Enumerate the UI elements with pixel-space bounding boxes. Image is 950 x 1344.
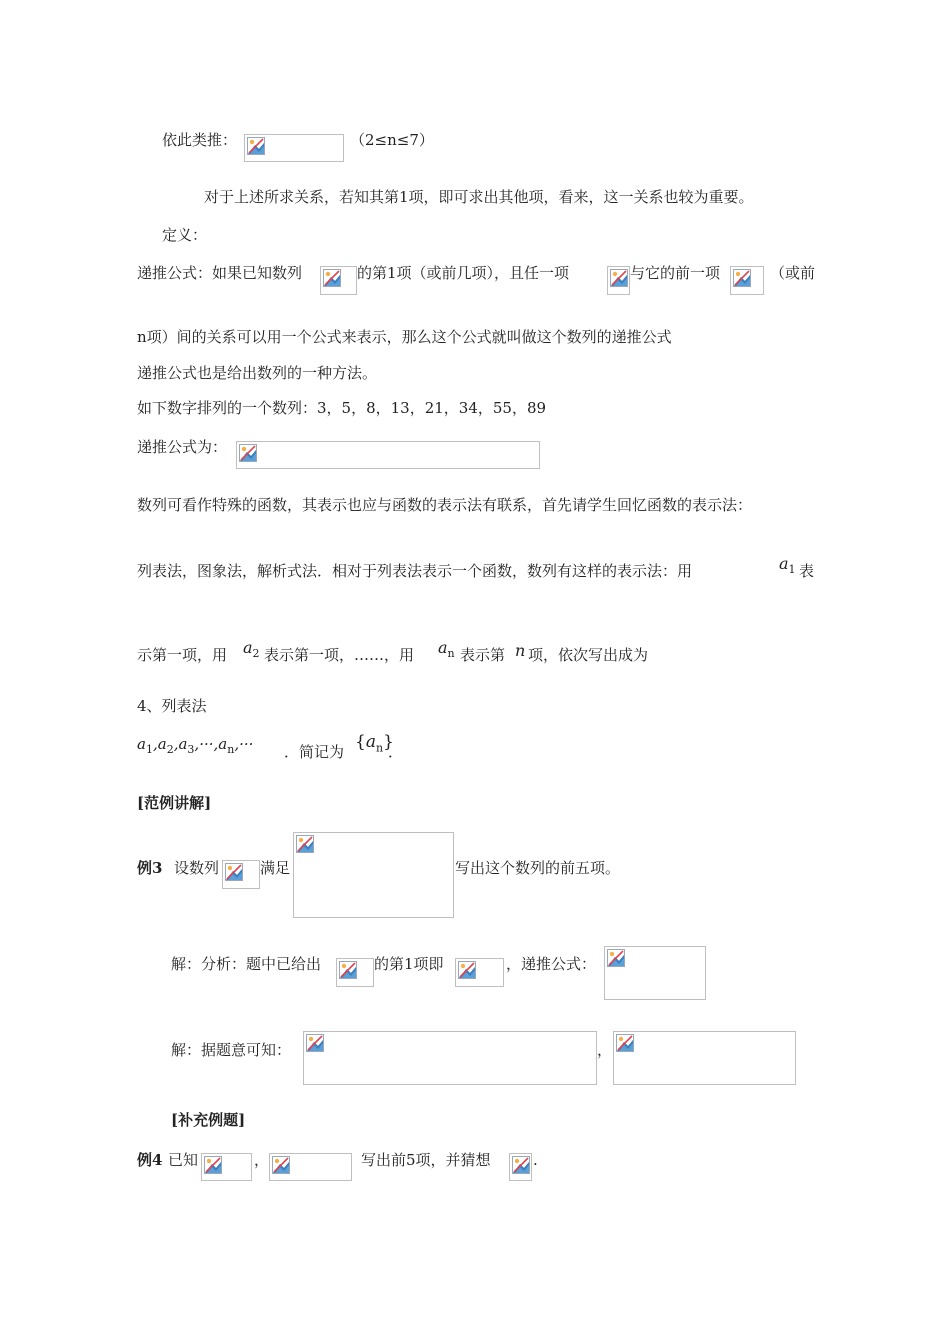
text-line: 写出前5项，并猜想 bbox=[361, 1151, 491, 1169]
formula-image bbox=[613, 1031, 796, 1085]
text-line: 依此类推： bbox=[162, 131, 238, 149]
text-line: 表示第一项，……，用 bbox=[264, 646, 415, 664]
text-line: 如下数字排列的一个数列：3，5，8，13，21，34，55，89 bbox=[137, 399, 547, 417]
formula-image bbox=[236, 441, 540, 469]
formula-image bbox=[293, 832, 454, 918]
formula-image bbox=[201, 1153, 252, 1181]
text-line: 设数列 bbox=[174, 859, 220, 877]
formula-image bbox=[269, 1153, 352, 1181]
text-line: 的第1项即 bbox=[374, 955, 444, 973]
section-heading: [范例讲解] bbox=[137, 794, 212, 812]
text-line: ， bbox=[597, 1041, 613, 1059]
text-line: 已知 bbox=[168, 1151, 199, 1169]
formula-image bbox=[604, 946, 706, 1000]
broken-image-icon bbox=[607, 949, 625, 967]
text-line: （2≤n≤7） bbox=[350, 131, 434, 149]
broken-image-icon bbox=[733, 269, 751, 287]
text-line: 表 bbox=[799, 562, 815, 580]
text-line: 定义： bbox=[162, 226, 208, 244]
formula-image bbox=[320, 266, 357, 295]
broken-image-icon bbox=[512, 1156, 530, 1174]
broken-image-icon bbox=[247, 137, 265, 155]
text-line: 的第1项（或前几项），且任一项 bbox=[357, 264, 570, 282]
text-line: 示第一项，用 bbox=[137, 646, 228, 664]
math-sequence: $a_1,a_2,a_3,\cdot\cdot\cdot,a_n,\cdot\cdot\cdot$ bbox=[137, 735, 254, 756]
math-n: n bbox=[515, 641, 526, 660]
text-line: 列表法，图象法，解析式法．相对于列表法表示一个函数，数列有这样的表示法：用 bbox=[137, 562, 693, 580]
broken-image-icon bbox=[225, 863, 243, 881]
formula-image bbox=[730, 266, 764, 295]
math-a1: $a_1$ bbox=[779, 554, 796, 577]
text-line: 与它的前一项 bbox=[630, 264, 721, 282]
text-line: 4、列表法 bbox=[137, 697, 207, 715]
broken-image-icon bbox=[272, 1156, 290, 1174]
text-line: ．简记为 bbox=[284, 743, 345, 761]
text-line: 解：据题意可知： bbox=[171, 1041, 292, 1059]
text-line: 递推公式为： bbox=[137, 438, 228, 456]
broken-image-icon bbox=[296, 835, 314, 853]
text-line: （或前 bbox=[770, 264, 816, 282]
formula-image bbox=[509, 1153, 532, 1181]
math-set-an: $\{a_n\}$ bbox=[355, 732, 394, 755]
text-line: ． bbox=[388, 743, 404, 761]
example-label: 例4 bbox=[137, 1151, 163, 1169]
formula-image bbox=[607, 266, 630, 295]
text-line: 对于上述所求关系，若知其第1项，即可求出其他项，看来，这一关系也较为重要。 bbox=[204, 188, 754, 206]
text-line: 数列可看作特殊的函数，其表示也应与函数的表示法有联系，首先请学生回忆函数的表示法： bbox=[137, 496, 753, 514]
text-line: n项）间的关系可以用一个公式来表示，那么这个公式就叫做这个数列的递推公式 bbox=[137, 328, 672, 346]
math-a2: $a_2$ bbox=[243, 638, 260, 661]
broken-image-icon bbox=[239, 444, 257, 462]
text-line: 表示第 bbox=[460, 646, 506, 664]
text-line: 递推公式也是给出数列的一种方法。 bbox=[137, 364, 378, 382]
broken-image-icon bbox=[458, 961, 476, 979]
broken-image-icon bbox=[323, 269, 341, 287]
broken-image-icon bbox=[204, 1156, 222, 1174]
broken-image-icon bbox=[610, 269, 628, 287]
text-line: 递推公式：如果已知数列 bbox=[137, 264, 303, 282]
broken-image-icon bbox=[306, 1034, 324, 1052]
text-line: . bbox=[533, 1151, 538, 1169]
formula-image bbox=[303, 1031, 597, 1085]
formula-image bbox=[336, 958, 374, 987]
section-heading: [补充例题] bbox=[171, 1111, 246, 1129]
math-an: $a_n$ bbox=[438, 638, 455, 661]
formula-image bbox=[455, 958, 504, 987]
text-line: 写出这个数列的前五项。 bbox=[455, 859, 621, 877]
formula-image bbox=[244, 134, 344, 162]
formula-image bbox=[222, 860, 260, 889]
text-line: ，递推公式： bbox=[506, 955, 597, 973]
text-line: ， bbox=[254, 1151, 270, 1169]
text-line: 满足 bbox=[260, 859, 291, 877]
broken-image-icon bbox=[616, 1034, 634, 1052]
text-line: 项，依次写出成为 bbox=[528, 646, 649, 664]
text-line: 解：分析：题中已给出 bbox=[171, 955, 322, 973]
example-label: 例3 bbox=[137, 859, 163, 877]
broken-image-icon bbox=[339, 961, 357, 979]
